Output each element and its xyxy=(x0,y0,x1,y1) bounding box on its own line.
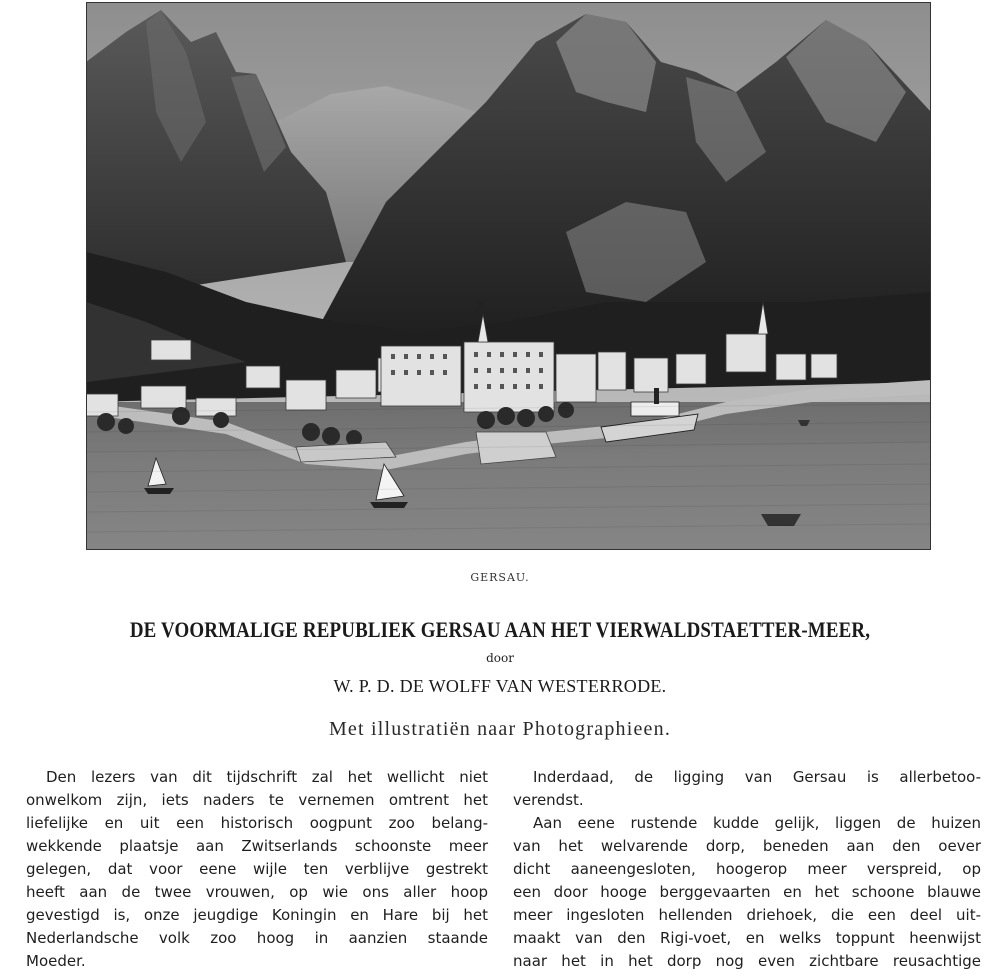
article-author: W. P. D. DE WOLFF VAN WESTERRODE. xyxy=(333,676,667,696)
engraving-scene xyxy=(86,2,931,550)
text-line: maakt van den Rigi-voet, en welks toppunt heenwijst xyxy=(513,929,981,947)
rowboat-right xyxy=(761,514,801,526)
byline-door: door xyxy=(486,651,514,665)
text-column-right xyxy=(513,766,981,973)
text-line: Moeder. xyxy=(26,952,86,970)
text-line: meer ingesloten hellenden driehoek, die een deel uit- xyxy=(513,906,981,924)
text-line: naar het in het dorp nog even zichtbare reusachtige xyxy=(513,952,981,970)
text-line: van het welvarende dorp, beneden aan den oever xyxy=(513,837,981,855)
text-line: dicht aaneengesloten, hoogerop meer verspreid, op xyxy=(513,860,981,878)
text-column-left xyxy=(26,766,488,973)
text-line: liefelijke en uit een historisch oogpunt zoo belang- xyxy=(26,814,488,832)
text-line: gelegen, dat voor eene wijle ten verblijve gestrekt xyxy=(26,860,488,878)
text-line: heeft aan de twee vrouwen, op wie ons aller hoop xyxy=(26,883,488,901)
text-line: Den lezers van dit tijdschrift zal het wellicht niet xyxy=(46,768,488,786)
text-line: een door hooge berggevaarten en het schoone blauwe xyxy=(513,883,981,901)
illustration-caption: GERSAU. xyxy=(470,571,530,584)
text-line: wekkende plaatsje aan Zwitserlands schoonste meer xyxy=(26,837,488,855)
illustration-gersau xyxy=(86,2,931,550)
text-line: gevestigd is, onze jeugdige Koningin en Hare bij het xyxy=(26,906,488,924)
text-line: verendst. xyxy=(513,791,584,809)
text-line: Aan eene rustende kudde gelijk, liggen de huizen xyxy=(533,814,981,832)
text-line: Inderdaad, de ligging van Gersau is allerbetoo- xyxy=(533,768,981,786)
article-title: DE VOORMALIGE REPUBLIEK GERSAU AAN HET VIERWALDSTAETTER-MEER, xyxy=(129,617,871,642)
text-line: onwelkom zijn, iets naders te vernemen omtrent het xyxy=(26,791,488,809)
article-subtitle: Met illustratiën naar Photographieen. xyxy=(328,718,672,740)
text-line: Nederlandsche volk zoo hoog in aanzien staande xyxy=(26,929,488,947)
